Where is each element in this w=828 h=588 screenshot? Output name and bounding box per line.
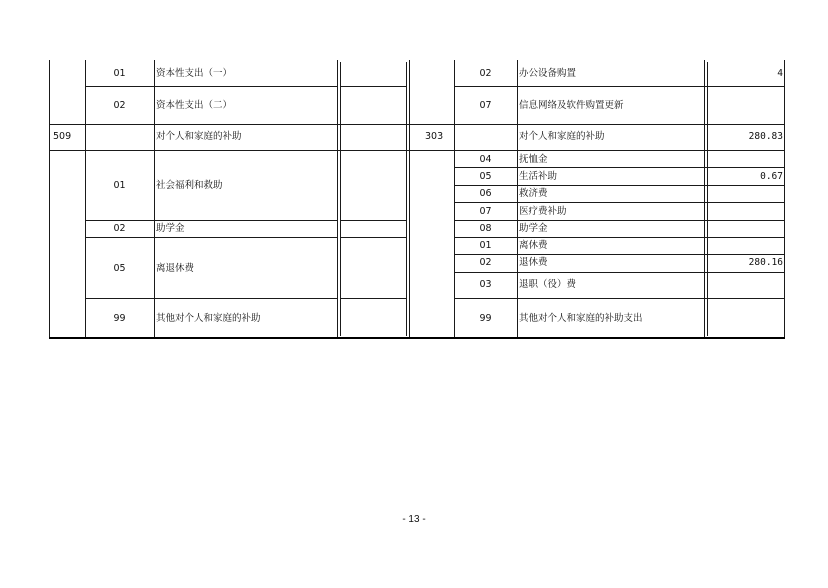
grid-line: [454, 86, 784, 87]
grid-line: [340, 86, 406, 87]
left-item-code: 02: [113, 223, 126, 234]
left-class-code: 509: [53, 131, 72, 142]
grid-line: [85, 220, 337, 221]
left-item-name: 资本性支出（二）: [156, 100, 233, 111]
grid-line: [704, 60, 705, 338]
grid-line: [784, 60, 785, 338]
grid-line: [454, 298, 784, 299]
right-amount: 4: [777, 68, 783, 79]
right-item-name: 退职（役）费: [519, 279, 577, 290]
left-item-name: 离退休费: [156, 263, 195, 274]
grid-line: [49, 150, 785, 151]
grid-line: [454, 237, 784, 238]
right-item-code: 03: [479, 279, 492, 290]
grid-line: [517, 60, 518, 338]
left-item-code: 01: [113, 180, 126, 191]
right-item-code: 02: [479, 68, 492, 79]
left-item-code: 01: [113, 68, 126, 79]
right-class-name: 对个人和家庭的补助: [519, 131, 605, 142]
right-item-name: 信息网络及软件购置更新: [519, 100, 624, 111]
right-item-name: 生活补助: [519, 171, 558, 182]
right-item-code: 08: [479, 223, 492, 234]
grid-line: [409, 60, 410, 338]
right-item-name: 退休费: [519, 257, 548, 268]
left-item-name: 资本性支出（一）: [156, 68, 233, 79]
grid-line: [340, 62, 341, 336]
table-bottom-border: [49, 337, 785, 339]
left-item-code: 05: [113, 263, 126, 274]
right-item-name: 离休费: [519, 240, 548, 251]
right-amount: 0.67: [760, 171, 783, 182]
right-item-code: 06: [479, 188, 492, 199]
page-number: - 13 -: [402, 514, 426, 525]
left-item-name: 社会福利和救助: [156, 180, 223, 191]
grid-line: [154, 60, 155, 338]
right-item-code: 99: [479, 313, 492, 324]
left-item-name: 助学金: [156, 223, 185, 234]
left-item-name: 其他对个人和家庭的补助: [156, 313, 261, 324]
left-item-code: 99: [113, 313, 126, 324]
grid-line: [85, 86, 337, 87]
right-item-name: 抚恤金: [519, 154, 548, 165]
right-item-name: 其他对个人和家庭的补助支出: [519, 313, 643, 324]
grid-line: [454, 202, 784, 203]
right-item-code: 07: [479, 100, 492, 111]
grid-line: [337, 60, 338, 338]
left-item-code: 02: [113, 100, 126, 111]
grid-line: [49, 124, 785, 125]
right-item-name: 医疗费补助: [519, 206, 567, 217]
grid-line: [85, 237, 337, 238]
right-item-name: 助学金: [519, 223, 548, 234]
grid-line: [454, 254, 784, 255]
grid-line: [454, 220, 784, 221]
grid-line: [454, 185, 784, 186]
right-item-code: 02: [479, 257, 492, 268]
grid-line: [340, 298, 406, 299]
right-class-code: 303: [425, 131, 444, 142]
right-amount: 280.16: [748, 257, 783, 268]
grid-line: [49, 60, 50, 338]
grid-line: [454, 272, 784, 273]
right-item-code: 01: [479, 240, 492, 251]
right-item-name: 救济费: [519, 188, 548, 199]
grid-line: [340, 237, 406, 238]
left-class-name: 对个人和家庭的补助: [156, 131, 242, 142]
right-item-code: 04: [479, 154, 492, 165]
grid-line: [454, 167, 784, 168]
grid-line: [85, 298, 337, 299]
right-item-code: 05: [479, 171, 492, 182]
grid-line: [406, 62, 407, 336]
right-item-name: 办公设备购置: [519, 68, 577, 79]
grid-line: [340, 220, 406, 221]
right-amount: 280.83: [748, 131, 783, 142]
grid-line: [707, 62, 708, 336]
right-item-code: 07: [479, 206, 492, 217]
